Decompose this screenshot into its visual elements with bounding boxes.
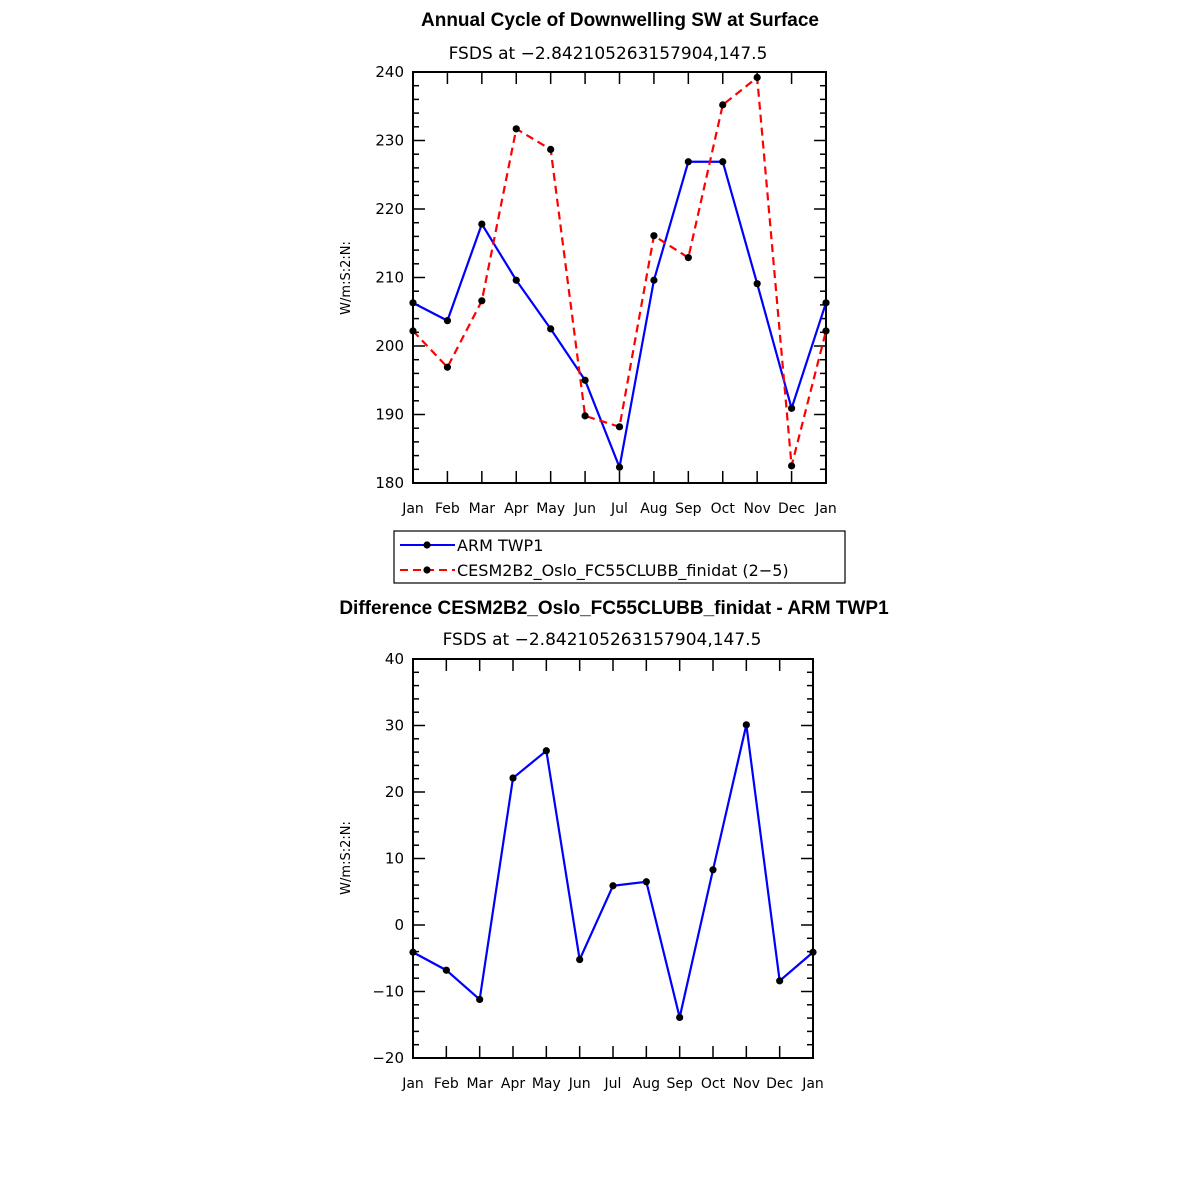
chart1-series-2-point — [685, 254, 692, 261]
chart2-ytick-label: −10 — [372, 982, 404, 1001]
chart1-ytick-label: 230 — [375, 131, 404, 150]
chart1-ytick-label: 190 — [375, 405, 404, 424]
chart2-series-1-point — [709, 866, 716, 873]
chart2-xtick-label: Aug — [632, 1076, 661, 1092]
chart1-series-2-point — [409, 327, 416, 334]
chart1-series-2-point — [719, 101, 726, 108]
chart1-series-1-point — [754, 280, 761, 287]
chart1-series-1-point — [650, 277, 657, 284]
chart1-series-1-point — [822, 299, 829, 306]
chart1-series-1-point — [685, 158, 692, 165]
chart1-series-2-point — [547, 146, 554, 153]
chart1-series-1-point — [616, 464, 623, 471]
chart2-series-1-point — [543, 747, 550, 754]
chart1-series-2-point — [788, 462, 795, 469]
chart1-ytick-label: 200 — [375, 337, 404, 355]
chart1-series-1-point — [513, 277, 520, 284]
chart2-ytick-label: −20 — [372, 1049, 404, 1067]
chart1-series-2-line — [413, 77, 826, 465]
chart2-ytick-label: 0 — [394, 916, 404, 934]
chart1-subtitle: FSDS at −2.842105263157904,147.5 — [448, 44, 768, 64]
chart1-legend — [394, 531, 845, 583]
chart2-series-1-point — [576, 956, 583, 963]
chart2-series-1-point — [743, 721, 750, 728]
legend-label-arm: ARM TWP1 — [457, 536, 544, 555]
chart1-xtick-label: Oct — [710, 501, 735, 517]
chart1-xtick-label: Apr — [504, 501, 529, 517]
chart1-xtick-label: Dec — [778, 501, 806, 517]
chart1-xtick-label: Mar — [468, 501, 496, 517]
chart2-xtick-label: Oct — [700, 1076, 726, 1092]
chart2-xtick-label: Mar — [466, 1076, 493, 1092]
chart2-series-1-point — [609, 882, 616, 889]
chart2-series-1-line — [413, 725, 813, 1018]
chart2-title: Difference CESM2B2_Oslo_FC55CLUBB_finidat - ARM TWP1 — [339, 598, 889, 619]
chart2-series-1-point — [476, 996, 483, 1003]
chart1-ylabel: W/m:S:2:N: — [339, 241, 354, 315]
chart2-series-1-point — [443, 967, 450, 974]
chart2-xtick-label: Apr — [500, 1076, 526, 1092]
legend-marker-cesm — [423, 566, 430, 573]
chart1-xtick-label: Jan — [815, 501, 837, 517]
chart1-series-1-point — [409, 299, 416, 306]
chart1-series-1-point — [444, 317, 451, 324]
chart2-ylabel: W/m:S:2:N: — [339, 821, 354, 895]
chart1-ytick-label: 210 — [375, 268, 404, 287]
chart2-ytick-label: 40 — [384, 650, 404, 668]
chart2-xtick-label: Dec — [766, 1076, 794, 1092]
chart2-xtick-label: Jun — [568, 1076, 591, 1092]
chart2-series-1-point — [509, 774, 516, 781]
chart1-xtick-label: Sep — [675, 501, 702, 517]
chart2-xtick-label: Nov — [732, 1076, 760, 1092]
chart2-series-1-point — [643, 878, 650, 885]
chart2-xtick-label: May — [531, 1076, 561, 1092]
chart1-series-1-point — [547, 325, 554, 332]
chart1-series-1-point — [581, 377, 588, 384]
chart2-xtick-label: Feb — [433, 1076, 459, 1092]
chart1-series-2-point — [754, 74, 761, 81]
chart1-ytick-label: 180 — [375, 474, 404, 492]
chart1-ytick-label: 240 — [375, 63, 404, 81]
chart1-series-2-point — [822, 327, 829, 334]
chart1-series-1-point — [788, 405, 795, 412]
chart1-series-1-point — [478, 220, 485, 227]
chart2-xtick-label: Jan — [802, 1076, 824, 1092]
chart1-series-2-point — [444, 364, 451, 371]
chart2-ytick-label: 30 — [384, 716, 404, 735]
chart2-series-1-point — [776, 977, 783, 984]
legend-marker-arm — [423, 541, 430, 548]
legend-label-cesm: CESM2B2_Oslo_FC55CLUBB_finidat (2−5) — [457, 561, 789, 580]
chart1-series-2-point — [616, 423, 623, 430]
chart2-subtitle: FSDS at −2.842105263157904,147.5 — [442, 630, 762, 650]
chart2-xtick-label: Sep — [666, 1076, 693, 1092]
chart1-xtick-label: May — [536, 501, 566, 517]
chart1-series-2-point — [513, 125, 520, 132]
chart2-plot — [372, 650, 823, 1092]
chart1-xtick-label: Nov — [743, 501, 771, 517]
chart2-ytick-label: 10 — [384, 849, 404, 868]
chart2-series-1-point — [809, 949, 816, 956]
chart1-series-2-point — [478, 297, 485, 304]
chart1-series-2-point — [650, 232, 657, 239]
chart1-title: Annual Cycle of Downwelling SW at Surface — [421, 10, 819, 31]
chart1-xtick-label: Feb — [435, 501, 460, 517]
chart2-xtick-label: Jul — [604, 1076, 622, 1092]
chart1-xtick-label: Jul — [611, 501, 628, 517]
chart1-xtick-label: Jun — [574, 501, 597, 517]
chart2-ytick-label: 20 — [384, 783, 404, 801]
chart1-series-1-point — [719, 158, 726, 165]
chart2-frame — [413, 659, 813, 1058]
chart2-series-1-point — [676, 1014, 683, 1021]
chart1-xtick-label: Jan — [402, 501, 424, 517]
chart1-series-2-point — [581, 412, 588, 419]
chart1-xtick-label: Aug — [640, 501, 668, 517]
chart2-xtick-label: Jan — [402, 1076, 424, 1092]
chart2-series-1-point — [409, 949, 416, 956]
chart1-plot — [375, 63, 836, 517]
chart1-ytick-label: 220 — [375, 200, 404, 218]
